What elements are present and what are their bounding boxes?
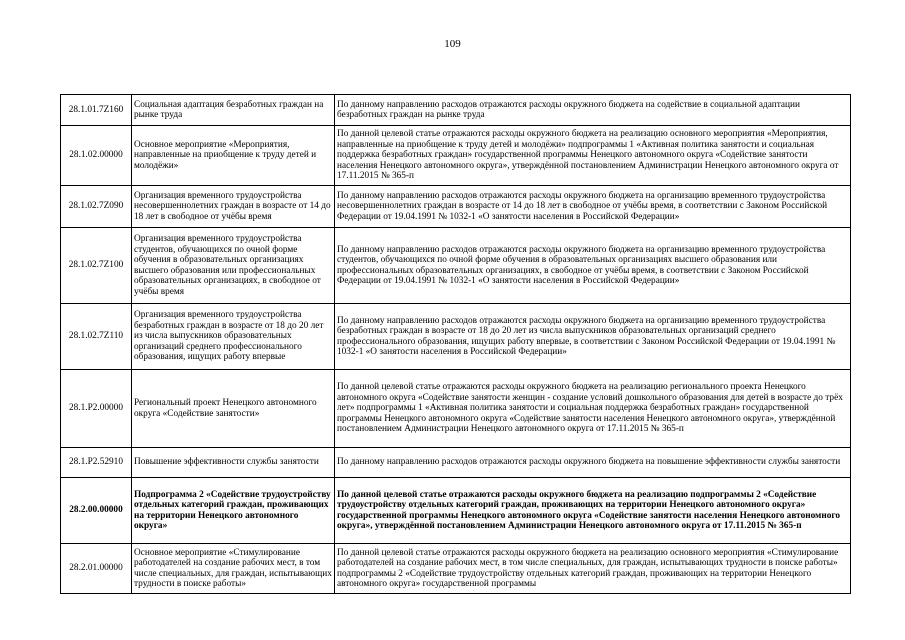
table-row — [61, 186, 851, 228]
row-code: 28.2.00.00000 — [61, 478, 132, 544]
row-name: Подпрограмма 2 «Содействие трудоустройству отдельных категорий граждан, проживающих на территории Ненецкого автономного округа» — [132, 478, 335, 544]
row-description: По данной целевой статье отражаются расходы окружного бюджета на реализацию основного мероприятия «Стимулирование работодателей на создание рабочих мест, в том числе специальных, для граждан, испытывающих трудности в поиске работы» подпрограммы 2 «Содействие трудоустройству отдельных категорий граждан, проживающих на территории Ненецкого автономного округа» государственной программы — [335, 544, 851, 594]
row-code: 28.1.P2.52910 — [61, 448, 132, 478]
row-name: Социальная адаптация безработных граждан на рынке труда — [132, 95, 335, 126]
table-row — [61, 370, 851, 448]
row-code: 28.1.02.7Z090 — [61, 186, 132, 228]
row-name: Основное мероприятие «Мероприятия, направленные на приобщение к труду детей и молодёжи» — [132, 126, 335, 186]
row-name: Организация временного трудоустройства студентов, обучающихся по очной форме обучения в образовательных организациях высшего образования или профессиональных образовательных организациях, в свободное от учёбы время — [132, 228, 335, 304]
row-description: По данной целевой статье отражаются расходы окружного бюджета на реализацию основного мероприятия «Мероприятия, направленные на приобщение к труду детей и молодёжи» подпрограммы 1 «Активная политика занятости и социальная поддержка безработных граждан» государственной программы Ненецкого автономного округа «Содействие занятости населения Ненецкого автономного округа», утверждённой постановлением Администрации Ненецкого автономного округа от 17.11.2015 № 365-п — [335, 126, 851, 186]
table-row — [61, 126, 851, 186]
row-name: Повышение эффективности службы занятости — [132, 448, 335, 478]
row-code: 28.2.01.00000 — [61, 544, 132, 594]
row-description: По данному направлению расходов отражаются расходы окружного бюджета на организацию временного трудоустройства безработных граждан в возрасте от 18 до 20 лет из числа выпускников образовательных организаций среднего профессионального образования, ищущих работу впервые, в соответствии с Законом Российской Федерации от 19.04.1991 № 1032-1 «О занятости населения в Российской Федерации» — [335, 304, 851, 370]
row-description: По данной целевой статье отражаются расходы окружного бюджета на реализацию регионального проекта Ненецкого автономного округа «Содействие занятости женщин - создание условий дошкольного образования для детей в возрасте до трёх лет» подпрограммы 1 «Активная политика занятости и социальная поддержка безработных граждан» государственной программы Ненецкого автономного округа «Содействие занятости населения Ненецкого автономного округа», утверждённой постановлением Администрации Ненецкого автономного округа от 17.11.2015 № 365-п — [335, 370, 851, 448]
row-description: По данному направлению расходов отражаются расходы окружного бюджета на повышение эффективности службы занятости — [335, 448, 851, 478]
table-row — [61, 544, 851, 594]
table-row — [61, 228, 851, 304]
row-code: 28.1.01.7Z160 — [61, 95, 132, 126]
page-number: 109 — [444, 38, 461, 50]
row-description: По данному направлению расходов отражаются расходы окружного бюджета на организацию временного трудоустройства студентов, обучающихся по очной форме обучения в образовательных организациях высшего образования или профессиональных образовательных организациях, в свободное от учёбы время, в соответствии с Законом Российской Федерации от 19.04.1991 № 1032-1 «О занятости населения в Российской Федерации» — [335, 228, 851, 304]
table-row — [61, 304, 851, 370]
row-name: Основное мероприятие «Стимулирование работодателей на создание рабочих мест, в том числе специальных, для граждан, испытывающих трудности в поиске работы» — [132, 544, 335, 594]
row-name: Региональный проект Ненецкого автономного округа «Содействие занятости» — [132, 370, 335, 448]
table-row — [61, 478, 851, 544]
table-row — [61, 95, 851, 126]
row-description: По данному направлению расходов отражаются расходы окружного бюджета на организацию временного трудоустройства несовершеннолетних граждан в возрасте от 14 до 18 лет в свободное от учёбы время, в соответствии с Законом Российской Федерации от 19.04.1991 № 1032-1 «О занятости населения в Российской Федерации» — [335, 186, 851, 228]
row-code: 28.1.02.7Z110 — [61, 304, 132, 370]
row-code: 28.1.02.00000 — [61, 126, 132, 186]
row-description: По данному направлению расходов отражаются расходы окружного бюджета на содействие в социальной адаптации безработных граждан на рынке труда — [335, 95, 851, 126]
row-code: 28.1.02.7Z100 — [61, 228, 132, 304]
row-description: По данной целевой статье отражаются расходы окружного бюджета на реализацию подпрограммы 2 «Содействие трудоустройству отдельных категорий граждан, проживающих на территории Ненецкого автономного округа» государственной программы Ненецкого автономного округа «Содействие занятости населения Ненецкого автономного округа», утверждённой постановлением Администрации Ненецкого автономного округа от 17.11.2015 № 365-п — [335, 478, 851, 544]
budget-classification-table — [60, 94, 851, 594]
table-row — [61, 448, 851, 478]
row-name: Организация временного трудоустройства безработных граждан в возрасте от 18 до 20 лет из числа выпускников образовательных организаций среднего профессионального образования, ищущих работу впервые — [132, 304, 335, 370]
row-code: 28.1.P2.00000 — [61, 370, 132, 448]
row-name: Организация временного трудоустройства несовершеннолетних граждан в возрасте от 14 до 18 лет в свободное от учёбы время — [132, 186, 335, 228]
